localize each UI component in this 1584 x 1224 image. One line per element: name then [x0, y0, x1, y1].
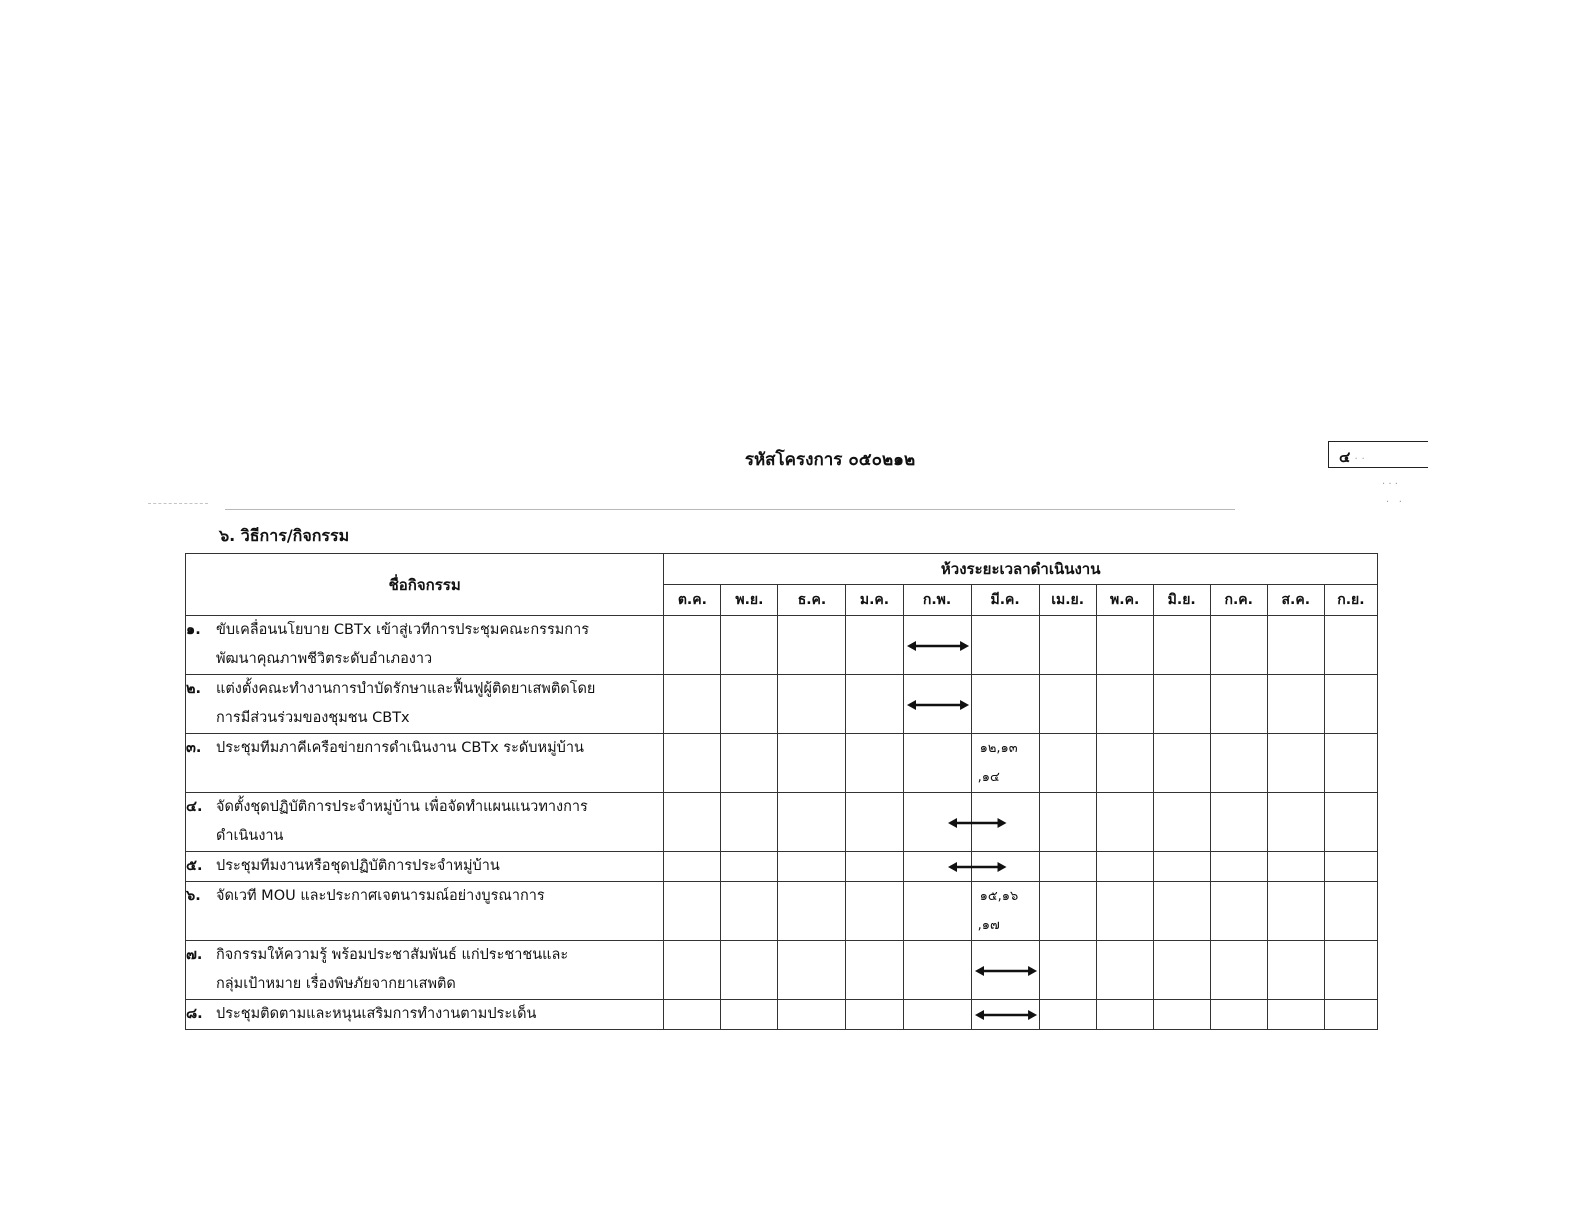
month-cell: [971, 675, 1039, 734]
month-cell: [846, 852, 903, 882]
month-cell: [1267, 616, 1324, 675]
month-cell: [721, 734, 778, 793]
activity-text: ประชุมติดตามและหนุนเสริมการทำงานตามประเด็น: [216, 1006, 537, 1022]
month-cell: [846, 793, 903, 852]
month-cell: [1324, 941, 1377, 1000]
activity-line: [186, 616, 663, 645]
month-cell: [664, 852, 721, 882]
activity-text: จัดเวที MOU และประกาศเจตนารมณ์อย่างบูรณาการ: [216, 888, 545, 904]
month-cell: [721, 941, 778, 1000]
month-cell: [721, 616, 778, 675]
month-cell: [846, 734, 903, 793]
month-cell: [1153, 882, 1210, 941]
month-header: มี.ค.: [971, 585, 1039, 616]
month-cell: [1096, 852, 1153, 882]
month-cell: [1267, 852, 1324, 882]
activity-text-continued: กลุ่มเป้าหมาย เรื่องพิษภัยจากยาเสพติด: [216, 976, 456, 992]
month-cell: [1210, 941, 1267, 1000]
month-cell: [1096, 882, 1153, 941]
month-cell: [971, 1000, 1039, 1030]
table-row: [186, 734, 1378, 793]
divider-dashed: [148, 503, 208, 504]
schedule-arrow: [907, 699, 969, 711]
month-cell: [721, 675, 778, 734]
table-row: [186, 616, 1378, 675]
month-header: ก.พ.: [903, 585, 971, 616]
arrow-head-left: [948, 818, 957, 828]
month-header: มิ.ย.: [1153, 585, 1210, 616]
arrow-head-left: [975, 1010, 984, 1020]
month-cell: [1210, 675, 1267, 734]
month-cell: [778, 1000, 846, 1030]
table-row: [186, 882, 1378, 941]
schedule-days-continued: ,๑๗: [977, 918, 1000, 933]
month-header: ส.ค.: [1267, 585, 1324, 616]
activity-text: กิจกรรมให้ความรู้ พร้อมประชาสัมพันธ์ แก่ประชาชนและ: [216, 947, 569, 963]
month-cell: [1267, 941, 1324, 1000]
activity-name: [186, 882, 664, 941]
month-cell: [664, 675, 721, 734]
month-cell: [1210, 882, 1267, 941]
activity-schedule-table: [185, 553, 1378, 1030]
page-number: ๔: [1339, 448, 1351, 466]
activity-line: [186, 734, 663, 763]
month-header: ต.ค.: [664, 585, 721, 616]
schedule-days-continued: ,๑๔: [977, 770, 1000, 785]
month-cell: [1096, 616, 1153, 675]
month-cell: [971, 882, 1039, 941]
month-cell: [1153, 1000, 1210, 1030]
activity-number: ๔.: [186, 799, 203, 815]
month-cell: [664, 793, 721, 852]
month-cell: [903, 1000, 971, 1030]
arrow-head-left: [907, 641, 916, 651]
activity-line: [186, 941, 663, 970]
month-cell: [778, 616, 846, 675]
section-heading: ๖. วิธีการ/กิจกรรม: [219, 526, 350, 545]
divider-line: [225, 509, 1235, 510]
month-cell: [1267, 793, 1324, 852]
month-cell: [664, 882, 721, 941]
month-cell: [1324, 616, 1377, 675]
month-cell: [1210, 793, 1267, 852]
activity-line: [186, 793, 663, 822]
activity-name: [186, 734, 664, 793]
month-header: เม.ย.: [1039, 585, 1096, 616]
page-number-box: [1328, 441, 1428, 468]
month-header: พ.ย.: [721, 585, 778, 616]
month-cell: [1324, 852, 1377, 882]
month-cell: [721, 793, 778, 852]
month-cell: [1324, 1000, 1377, 1030]
activity-text: แต่งตั้งคณะทำงานการบำบัดรักษาและฟื้นฟูผู้ติดยาเสพติดโดย: [216, 681, 596, 697]
arrow-head-left: [948, 862, 957, 872]
table-row: [186, 1000, 1378, 1030]
month-cell: [1153, 675, 1210, 734]
table-row: [186, 941, 1378, 1000]
month-cell: [1039, 852, 1096, 882]
month-cell: [971, 941, 1039, 1000]
month-cell: [846, 1000, 903, 1030]
month-cell: [1039, 941, 1096, 1000]
activity-name: [186, 1000, 664, 1030]
month-cell: [1267, 675, 1324, 734]
month-cell: [1153, 941, 1210, 1000]
month-cell: [1039, 793, 1096, 852]
arrow-head-left: [907, 700, 916, 710]
month-cell: [778, 941, 846, 1000]
scan-speck: · · ·: [1382, 479, 1398, 490]
activity-line: [186, 1000, 663, 1029]
month-cell: [778, 882, 846, 941]
activity-column-header: ชื่อกิจกรรม: [186, 554, 664, 616]
activity-number: ๓.: [186, 740, 202, 756]
month-cell: [1096, 941, 1153, 1000]
month-cell: [664, 1000, 721, 1030]
activity-line: [186, 882, 663, 911]
month-cell: [1096, 1000, 1153, 1030]
month-header: ก.ค.: [1210, 585, 1267, 616]
project-code: รหัสโครงการ ๐๕๐๒๑๒: [744, 450, 916, 470]
month-header: พ.ค.: [1096, 585, 1153, 616]
table-row: [186, 793, 1378, 852]
month-cell: [903, 793, 971, 852]
month-cell: [1153, 852, 1210, 882]
arrow-head-right: [1028, 966, 1037, 976]
month-cell: [664, 734, 721, 793]
month-cell: [778, 675, 846, 734]
month-cell: [1039, 882, 1096, 941]
month-cell: [903, 734, 971, 793]
activity-number: ๒.: [186, 681, 202, 697]
month-cell: [903, 675, 971, 734]
page-box-dots: · ·: [1354, 452, 1365, 465]
month-cell: [903, 852, 971, 882]
activity-text-continued: การมีส่วนร่วมของชุมชน CBTx: [216, 710, 410, 726]
month-cell: [721, 882, 778, 941]
month-cell: [1324, 734, 1377, 793]
month-cell: [971, 852, 1039, 882]
month-cell: [903, 882, 971, 941]
month-cell: [1096, 734, 1153, 793]
activity-name: [186, 941, 664, 1000]
activity-number: ๘.: [186, 1006, 203, 1022]
month-cell: [1267, 734, 1324, 793]
period-column-header: ห้วงระยะเวลาดำเนินงาน: [664, 554, 1378, 585]
month-cell: [721, 1000, 778, 1030]
activity-number: ๕.: [186, 858, 203, 874]
activity-text-continued: พัฒนาคุณภาพชีวิตระดับอำเภองาว: [216, 651, 433, 667]
month-cell: [1153, 734, 1210, 793]
activity-text-continued: ดำเนินงาน: [216, 828, 284, 844]
month-cell: [903, 941, 971, 1000]
scan-speck: · ·: [1386, 497, 1402, 508]
table-row: [186, 675, 1378, 734]
activity-line: [186, 675, 663, 704]
activity-text: ประชุมทีมงานหรือชุดปฏิบัติการประจำหมู่บ้าน: [216, 858, 500, 874]
month-cell: [971, 734, 1039, 793]
month-cell: [846, 616, 903, 675]
month-cell: [1324, 675, 1377, 734]
month-header: ธ.ค.: [778, 585, 846, 616]
activity-name: [186, 675, 664, 734]
month-cell: [778, 852, 846, 882]
activity-text: ขับเคลื่อนนโยบาย CBTx เข้าสู่เวทีการประชุมคณะกรรมการ: [216, 622, 590, 638]
activity-number: ๗.: [186, 947, 203, 963]
activity-name: [186, 793, 664, 852]
month-cell: [846, 941, 903, 1000]
arrow-head-left: [975, 966, 984, 976]
month-cell: [664, 616, 721, 675]
table-row: [186, 852, 1378, 882]
month-cell: [1267, 1000, 1324, 1030]
month-cell: [1039, 1000, 1096, 1030]
month-cell: [778, 793, 846, 852]
month-cell: [1039, 675, 1096, 734]
month-cell: [1210, 734, 1267, 793]
activity-name: [186, 616, 664, 675]
month-cell: [664, 941, 721, 1000]
month-cell: [846, 675, 903, 734]
month-cell: [971, 616, 1039, 675]
activity-line: [186, 852, 663, 881]
month-cell: [1267, 882, 1324, 941]
month-cell: [971, 793, 1039, 852]
month-cell: [1096, 793, 1153, 852]
month-cell: [903, 616, 971, 675]
month-cell: [1210, 852, 1267, 882]
arrow-head-right: [960, 700, 969, 710]
month-header: ม.ค.: [846, 585, 903, 616]
month-cell: [1324, 882, 1377, 941]
month-cell: [1210, 616, 1267, 675]
schedule-days: ๑๕,๑๖: [979, 889, 1019, 904]
month-cell: [1039, 734, 1096, 793]
activity-name: [186, 852, 664, 882]
schedule-arrow: [975, 965, 1037, 977]
month-header: ก.ย.: [1324, 585, 1377, 616]
activity-text: ประชุมทีมภาคีเครือข่ายการดำเนินงาน CBTx ระดับหมู่บ้าน: [216, 740, 584, 756]
month-cell: [1153, 793, 1210, 852]
month-cell: [1324, 793, 1377, 852]
arrow-head-right: [1028, 1010, 1037, 1020]
month-cell: [1210, 1000, 1267, 1030]
month-cell: [778, 734, 846, 793]
schedule-arrow: [907, 640, 969, 652]
schedule-days: ๑๒,๑๓: [979, 741, 1018, 756]
month-cell: [1039, 616, 1096, 675]
month-cell: [1153, 616, 1210, 675]
activity-text: จัดตั้งชุดปฏิบัติการประจำหมู่บ้าน เพื่อจัดทำแผนแนวทางการ: [216, 799, 588, 815]
activity-number: ๑.: [186, 622, 201, 638]
arrow-head-right: [960, 641, 969, 651]
schedule-arrow: [975, 1009, 1037, 1021]
month-cell: [721, 852, 778, 882]
month-cell: [846, 882, 903, 941]
month-cell: [1096, 675, 1153, 734]
activity-number: ๖.: [186, 888, 201, 904]
